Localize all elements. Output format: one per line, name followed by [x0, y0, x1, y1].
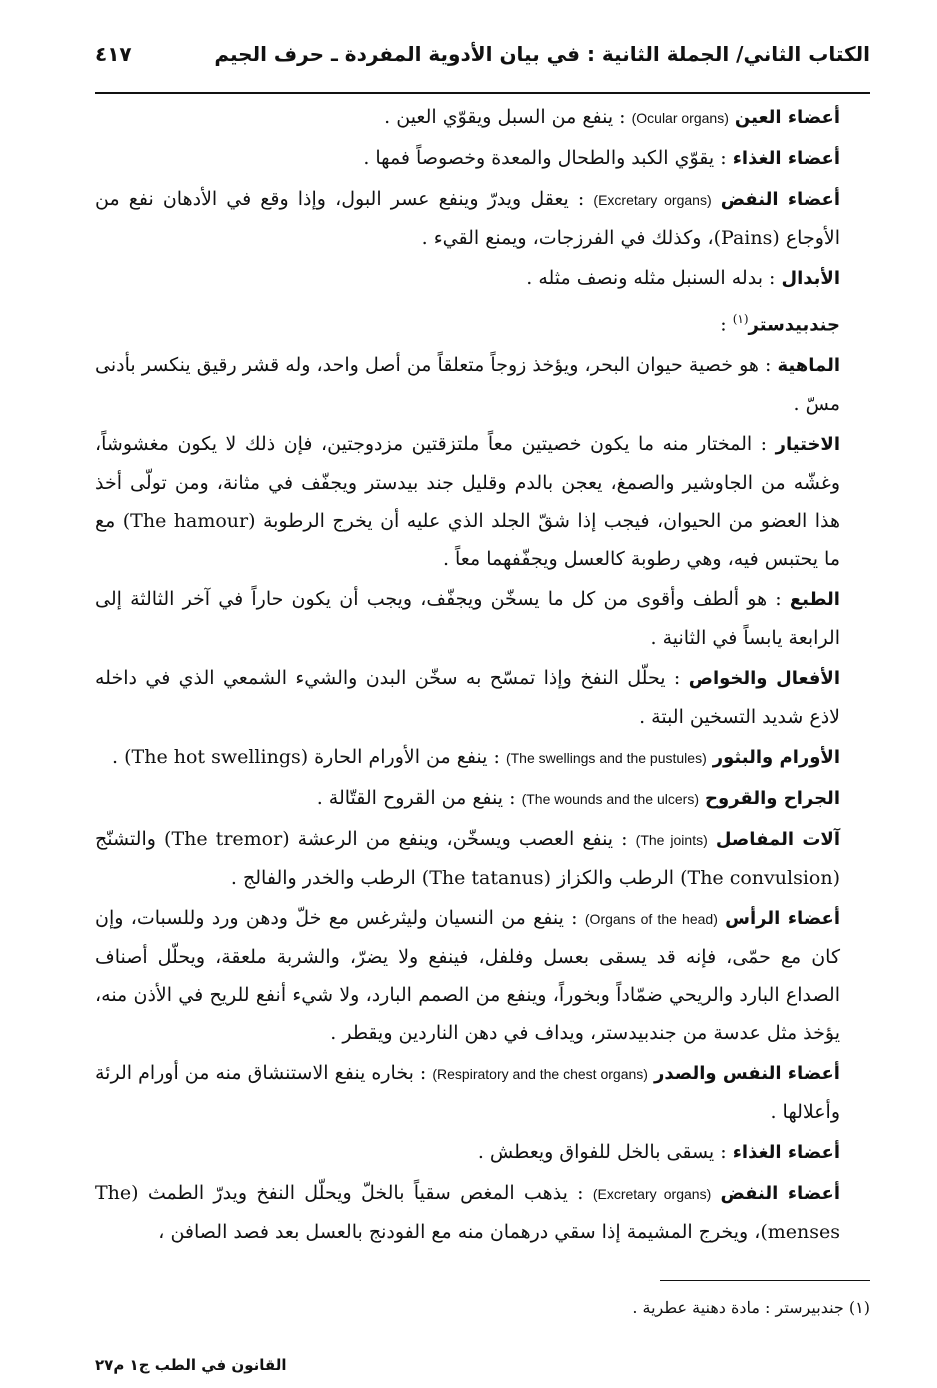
paragraph: [95, 139, 870, 178]
paragraph: [95, 580, 870, 657]
footnote: [95, 1294, 870, 1322]
paragraph-term: الاختيار: [775, 434, 840, 456]
paragraph-english: (Excretary organs): [592, 1186, 712, 1203]
paragraph: [95, 899, 870, 1052]
paragraph-term: الأبدال: [781, 268, 840, 289]
paragraph-english: (Organs of the head): [584, 911, 718, 928]
paragraph-text: : ينفع من الأورام الحارة (The hot swellings) .: [112, 746, 500, 769]
paragraph-text: : المختار منه ما يكون خصيتين معاً ملتزقتين مزدوجتين، فإن ذلك لا يكون مغشوشاً، وغشّه من الجاوشير والصمغ، يعجن بالدم وقليل جند بيدستر ويجفّف في مثانة، ومن تولّى أخذ هذا العضو من الحيوان، فيجب إذا شقّ الجلد الذي عليه أن يخرج الرطوبة (The hamour) مع ما يحتبس فيه، وهي رطوبة كالعسل ويجفّفهما معاً .: [95, 433, 840, 571]
entry-title: جندبيدستر: [748, 314, 840, 336]
paragraph-english: (The wounds and the ulcers): [521, 791, 699, 808]
paragraph-text: : بخاره ينفع الاستنشاق منه من أورام الرئة وأعلالها .: [95, 1062, 840, 1124]
paragraph-english: (The joints): [635, 832, 708, 849]
paragraph-text: : هو ألطف وأقوى من كل ما يسخّن ويجفّف، ويجب أن يكون حاراً في آخر الثالثة إلى الرابعة يابساً في الثانية .: [95, 588, 840, 650]
paragraph-english: (The swellings and the pustules): [505, 750, 707, 767]
paragraph-term: الجراح والقروح: [705, 788, 840, 810]
header-title: الكتاب الثاني/ الجملة الثانية : في بيان الأدوية المفردة ـ حرف الجيم: [214, 42, 870, 66]
paragraph: [95, 259, 870, 298]
paragraph-term: أعضاء النفس والصدر: [653, 1063, 840, 1085]
paragraph: [95, 346, 870, 423]
paragraph-text: : يقوّي الكبد والطحال والمعدة وخصوصاً فمها .: [363, 147, 727, 169]
paragraph-term: أعضاء العين: [734, 107, 840, 128]
footnote-text: جندبيرستر : مادة دهنية عطرية .: [632, 1298, 844, 1317]
paragraph-term: الأورام والبثور: [712, 747, 840, 769]
paragraph: [95, 1133, 870, 1172]
paragraph-text: : ينفع من السبل ويقوّي العين .: [384, 106, 626, 128]
paragraph: [95, 1174, 870, 1251]
paragraph-term: أعضاء الرأس: [725, 908, 840, 930]
paragraph-term: الأفعال والخواص: [688, 668, 841, 690]
header-rule: [95, 92, 870, 94]
page-footer: [95, 1356, 870, 1374]
paragraph-term: الطبع: [789, 589, 840, 611]
entry-heading: [95, 300, 870, 344]
paragraph: [95, 98, 870, 137]
paragraph-term: آلات المفاصل: [715, 829, 840, 851]
paragraph-text: : ينفع من القروح القتّالة .: [316, 787, 516, 810]
paragraph: [95, 738, 870, 777]
footnote-number: (١): [848, 1298, 870, 1317]
page-body: [95, 98, 870, 1253]
paragraph-term: أعضاء الغذاء: [732, 1142, 840, 1164]
paragraph-text: : ينفع العصب ويسخّن، وينفع من الرعشة (The tremor) والتشنّج (The convulsion) الرطب والكزاز (The tatanus) الرطب والخدر والفالج .: [95, 828, 840, 890]
paragraph-text: : يسقى بالخل للفواق ويعطش .: [477, 1141, 727, 1164]
paragraph: [95, 180, 870, 257]
running-header: [95, 38, 870, 82]
paragraph: [95, 659, 870, 736]
paragraph: [95, 820, 870, 897]
paragraph: [95, 425, 870, 578]
footer-text: القانون في الطب ج١ م٢٧: [95, 1356, 287, 1374]
paragraph-text: : يعقل ويدرّ وينفع عسر البول، وإذا وقع في الأدهان نفع من الأوجاع (Pains)، وكذلك في الفرزجات، ويمنع القيء .: [95, 188, 840, 249]
paragraph: [95, 779, 870, 818]
page-number: ٤١٧: [95, 42, 132, 66]
paragraph-term: أعضاء النفض: [720, 189, 841, 210]
paragraph-text: : يذهب المغص سقياً بالخلّ ويحلّل النفخ ويدرّ الطمث (The menses)، ويخرج المشيمة إذا سقي درهمان منه مع الفودنج بالعسل بعد فصد الصافن ،: [95, 1182, 840, 1244]
paragraph: [95, 1054, 870, 1131]
paragraph-english: (Ocular organs): [631, 110, 729, 126]
paragraph-text: : ينفع من النسيان وليثرغس مع خلّ ودهن ورد وللسبات، وإن كان مع حمّى، فإنه قد يسقى بعسل وفلفل، فينفع ولا يضرّ، والشربة ملعقة، ويحلّل أصناف الصداع البارد والريحي ضمّاداً وبخوراً، وينفع من الصمم البارد، ولا شيء أنفع للريح في الأذن منه، يؤخذ مثل عدسة من جندبيدستر، ويداف في دهن الناردين ويقطر .: [95, 907, 840, 1045]
paragraph-english: (Excretary organs): [593, 192, 712, 208]
footnote-rule: [660, 1280, 870, 1281]
footnote-marker: (١): [732, 312, 749, 326]
paragraph-text: : بدله السنبل مثله ونصف مثله .: [526, 267, 776, 289]
paragraph-text: :: [720, 313, 727, 336]
paragraph-text: : يحلّل النفخ وإذا تمسّح به سخّن البدن والشيء الشمعي الذي في داخله لاذع شديد التسخين البتة .: [95, 667, 840, 729]
paragraph-term: أعضاء الغذاء: [732, 148, 840, 169]
paragraph-english: (Respiratory and the chest organs): [432, 1066, 648, 1083]
paragraph-term: أعضاء النفض: [720, 1183, 841, 1205]
paragraph-term: الماهية: [777, 355, 840, 377]
paragraph-text: : هو خصية حيوان البحر، ويؤخذ زوجاً متعلقاً من أصل واحد، وله قشر رقيق ينكسر بأدنى مسّ .: [95, 354, 840, 416]
